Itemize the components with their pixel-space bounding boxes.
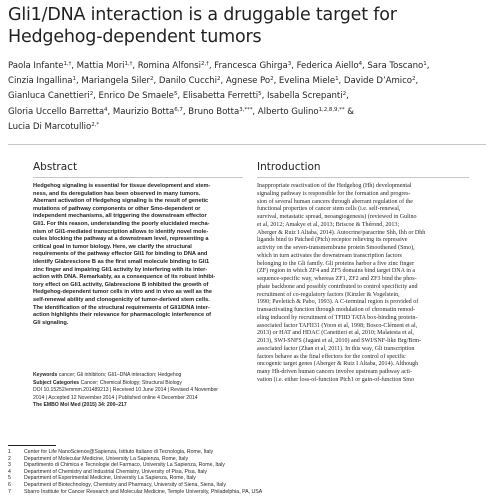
text-line: et al, 2012; Amakye et al, 2013; Briscoe & Thérond, 2013; xyxy=(257,221,400,228)
keywords-label: Keywords xyxy=(33,372,58,378)
footnote-text: Department of Experimental Medicine, University La Sapienza, Rome, Italy xyxy=(24,475,196,482)
text-line: 2013), SWI-SNFS (Jagani et al, 2010) and SWI/SNF-like Brg/Brm- xyxy=(257,338,422,344)
text-line: action with DNA. Remarkably, as a consequence of its robust inhibi- xyxy=(33,274,216,281)
text-line: vation (i.e. either loss-of-function Ptch1 or gain-of-function Smo xyxy=(257,376,415,383)
journal-citation xyxy=(33,402,243,410)
text-line: recruitment of co-regulatory factors (Kinzler & Vogelstein, xyxy=(257,291,400,298)
text-line: phate backbone and possibly contributed to control specificity and xyxy=(257,283,418,290)
author-line: Cinzia Ingallina$^1$, Mariangela Siler$^2$, Danilo Cucchi$^2$, Agnese Po$^2$, Evelina Miele$^1$, Davide D’Amico$^2$, xyxy=(8,76,419,87)
affiliation-footnotes xyxy=(8,449,478,495)
journal-name: EMBO Mol Med xyxy=(43,402,81,408)
footnote-number: 1 xyxy=(8,449,11,455)
text-line: Hedgehog-dependent tumor cells in vitro and in vivo as well as the xyxy=(33,289,212,296)
text-line: identify Glabrescione B as the first small molecule binding to Gli1 xyxy=(33,258,210,265)
paper-title xyxy=(8,4,448,48)
text-line: cules blocking the pathway at a downstream level, representing a xyxy=(33,236,209,243)
footnote-number: 4 xyxy=(8,468,11,475)
footnote-text: Dipartimento di Chimica e Tecnologie del Farmaco, University La Sapienza, Rome, Italy xyxy=(24,462,225,469)
text-line: Hedgehog signaling is essential for tissue development and stem- xyxy=(33,183,211,189)
text-line: nism of Gli1-mediated transcription allows to identify novel mole- xyxy=(33,228,209,235)
text-line: ligands bind to Patched (Ptch) receptor relieving its repressive xyxy=(257,237,408,244)
text-line: many Hh-driven human cancers involve upstream pathway acti- xyxy=(257,369,412,375)
title-line-1: Gli1/DNA interaction is a druggable target for xyxy=(8,5,397,25)
footnote-text: Department of Biotechnology, Chemistry and Pharmacy, University of Siena, Siena, Italy xyxy=(24,481,226,488)
header-divider xyxy=(8,144,486,145)
text-line: sequence-specific way, whereas ZF1, ZF2 and ZF3 bind the phos- xyxy=(257,276,417,282)
text-line: functional properties of cancer stem cells (i.e. self-renewal, xyxy=(257,206,401,213)
footnote-item xyxy=(8,482,478,489)
abstract-text xyxy=(33,183,239,327)
author-line: Gianluca Canettieri$^2$, Enrico De Smaele$^5$, Elisabetta Ferretti$^5$, Isabella Screpanti$^2$, xyxy=(8,91,349,102)
footnote-number: 2 xyxy=(8,455,11,462)
text-line: 1990; Pavletich & Pabo, 1993). A C-terminal region is provided of xyxy=(257,299,419,306)
doi-line: DOI 10.15252/emmm.201489213 | Received 10 June 2014 | Revised 4 November xyxy=(33,387,218,393)
title-line-2: Hedgehog-dependent tumors xyxy=(8,27,262,47)
subject-value: Cancer; Chemical Biology; Structural Biology xyxy=(80,379,182,386)
footnote-number: 6 xyxy=(8,481,11,488)
footnote-number: 5 xyxy=(8,475,11,482)
subject-label: Subject Categories xyxy=(33,379,80,386)
author-line: Paola Infante$^{1,\dagger}$, Mattia Mori$^{1,\dagger}$, Romina Alfonsi$^{2,\dagger}$, Francesca Ghirga$^3$, Federica Aiello$^4$, Sara Toscano$^1$, xyxy=(8,61,430,71)
text-line: tory effect on Gli1 activity, Glabrescione B inhibited the growth of xyxy=(33,281,209,288)
text-line: critical goal in tumor biology. Here, we clarify the structural xyxy=(33,243,192,250)
text-line: which in turn activates the downstream transcription factors xyxy=(257,252,402,259)
introduction-divider xyxy=(257,177,469,178)
text-line: transactivating function through modulation of chromatin remod- xyxy=(257,307,416,313)
text-line: The identification of the structural requirements of Gli1/DNA inter- xyxy=(33,304,210,311)
text-line: Aberrant activation of Hedgehog signaling is the result of genetic xyxy=(33,198,209,205)
text-line: associated factor TAFII31 (Yoon et al, 1998; Bosco-Clément et al, xyxy=(257,322,418,329)
footnote-item xyxy=(8,456,478,463)
text-line: oncogenic target genes (Aberger & Ruiz I Altaba, 2014). Although xyxy=(257,361,419,368)
text-line: mutations of pathway components or other Smo-dependent or xyxy=(33,205,201,212)
author-list xyxy=(8,59,486,135)
dates-line: 2014 | Accepted 12 November 2014 | Published online 4 December 2014 xyxy=(33,394,198,401)
footnote-item xyxy=(8,489,478,496)
footnote-number: 3 xyxy=(8,462,11,469)
text-line: independent mechanisms, all triggering the downstream effector xyxy=(33,213,207,220)
introduction-heading: Introduction xyxy=(257,161,321,173)
journal-ref: (2015) 34: 200–217 xyxy=(81,402,127,408)
text-line: signaling pathway is responsible for the formation and progres- xyxy=(257,190,411,197)
text-line: Aberger & Ruiz I Altaba, 2014). Autocrine/paracrine Shh, Ihh or Dhh xyxy=(257,229,426,236)
text-line: belonging to the Gli family. Gli proteins harbor a five zinc finger xyxy=(257,260,415,267)
footnote-item xyxy=(8,449,478,456)
footnote-text: Department of Chemistry and Industrial Chemistry, University of Pisa, Pisa, Italy xyxy=(24,468,207,475)
footnote-text: Department of Molecular Medicine, University La Sapienza, Rome, Italy xyxy=(24,455,189,462)
author-line: Lucia Di Marcotullio$^{2,*}$ xyxy=(8,121,100,132)
text-line: requirements of the pathway effector Gli1 for binding to DNA and xyxy=(33,251,208,258)
text-line: activity on the seven-transmembrane protein Smoothened (Smo), xyxy=(257,245,415,251)
text-line: factors behave as the final effectors for the control of specific xyxy=(257,353,406,360)
footnote-divider xyxy=(8,445,56,446)
text-line: Gli1. For this reason, understanding the poorly elucidated mecha- xyxy=(33,220,210,227)
journal-prefix: The xyxy=(33,402,43,408)
text-line: eling induced by recruitment of TFIID TATA box-binding protein- xyxy=(257,314,418,321)
author-line: Gloria Uccello Barretta$^4$, Maurizio Botta$^{6,7}$, Bruno Botta$^{3,***}$, Alberto Gulino$^{1,2,8,9,**}$ & xyxy=(8,106,354,117)
abstract-divider xyxy=(33,177,243,178)
footnote-item xyxy=(8,475,478,482)
text-line: survival, metastatic spread, neoangiogenesis) (reviewed in Gulino xyxy=(257,214,417,220)
keywords-line xyxy=(33,372,243,380)
footnote-number: 7 xyxy=(8,488,11,495)
keywords-value: cancer; Gli inhibitors; Gli1–DNA interaction; Hedgehog xyxy=(58,372,182,378)
footnote-item xyxy=(8,469,478,476)
text-line: self-renewal ability and clonogenicity of tumor-derived stem cells. xyxy=(33,296,210,303)
text-line: Inappropriate reactivation of the Hedgehog (Hh) developmental xyxy=(257,183,412,189)
footnote-item xyxy=(8,462,478,469)
text-line: zinc finger and impairing Gli1 activity by interfering with its inter- xyxy=(33,266,208,273)
subject-line xyxy=(33,380,243,388)
footnote-text: Center for Life NanoScience@Sapienza, Istituto Italiano di Tecnologia, Rome, Italy xyxy=(24,449,214,455)
text-line: ness, and its deregulation has been observed in many tumors. xyxy=(33,190,201,197)
text-line: 2013) or HAT and HDAC (Canettieri et al, 2010; Malatesta et al, xyxy=(257,330,414,337)
abstract-heading: Abstract xyxy=(33,161,78,173)
text-line: action highlights their relevance for pharmacologic interference of xyxy=(33,312,212,319)
text-line: sion of several human cancers through aberrant regulation of the xyxy=(257,198,413,205)
footnote-text: Sbarro Institute for Cancer Research and Molecular Medicine, Temple University, Philadelphia, PA, USA xyxy=(24,488,263,495)
introduction-text xyxy=(257,183,469,385)
text-line: Gli signaling. xyxy=(33,319,69,326)
article-metadata xyxy=(33,372,243,410)
text-line: (ZF) region in which ZF4 and ZF5 domains bind target DNA in a xyxy=(257,268,416,275)
text-line: associated factor (Zhan et al, 2011). In this way, Gli transcription xyxy=(257,345,415,352)
